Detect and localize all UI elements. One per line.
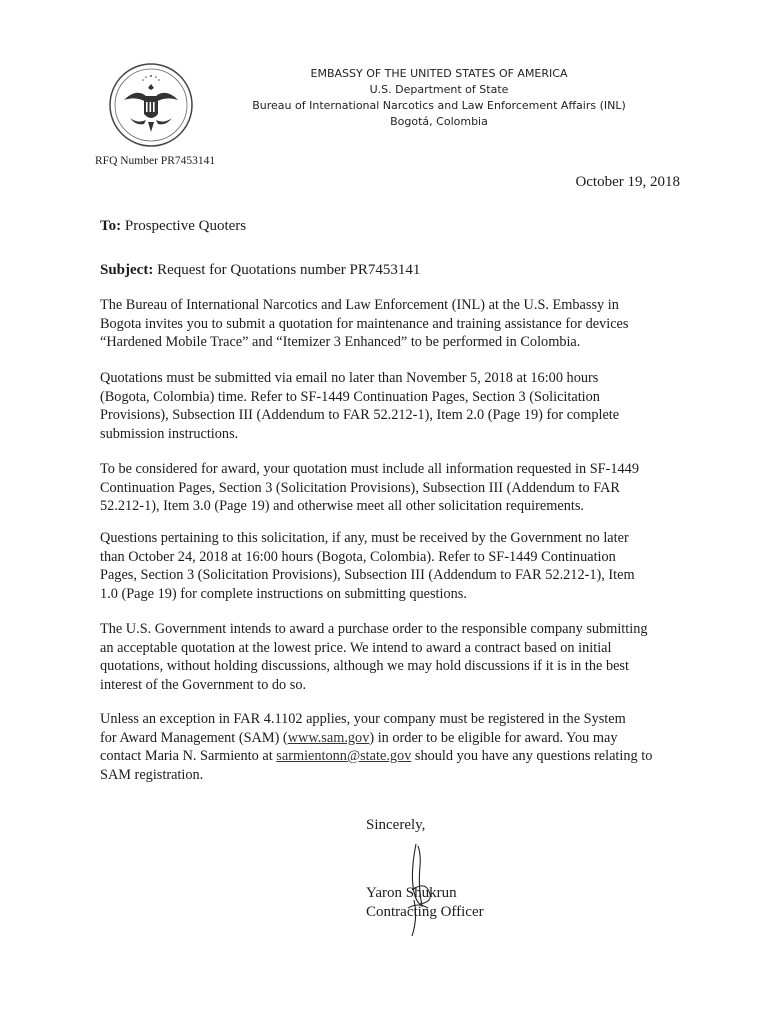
paragraph-questions: [100, 529, 690, 603]
paragraph-intro: [100, 296, 690, 352]
para5-line: quotations, without holding discussions, although we may hold discussions if it is in the best: [100, 658, 629, 674]
signer-block: [366, 884, 484, 922]
contact-email-link[interactable]: sarmientonn@state.gov: [276, 748, 412, 764]
para3-line: To be considered for award, your quotation must include all information requested in SF-1449: [100, 461, 639, 477]
letterhead: [250, 66, 628, 130]
para4-line: 1.0 (Page 19) for complete instructions on submitting questions.: [100, 585, 467, 602]
paragraph-award-intent: [100, 620, 690, 694]
para5-line: The U.S. Government intends to award a purchase order to the responsible company submitting: [100, 621, 648, 637]
paragraph-submission: [100, 369, 690, 443]
embassy-seal-logo: [108, 62, 194, 148]
paragraph-award-requirements: [100, 460, 690, 516]
to-value: Prospective Quoters: [124, 218, 247, 234]
para4-line: Pages, Section 3 (Solicitation Provisions), Subsection III (Addendum to FAR 52.212-1), Item: [100, 567, 635, 583]
subject-label: Subject:: [100, 262, 154, 278]
para5-line: interest of the Government to do so.: [100, 676, 307, 693]
para2-line: (Bogota, Colombia) time. Refer to SF-1449 Continuation Pages, Section 3 (Solicitation: [100, 388, 600, 405]
signer-title: Contracting Officer: [366, 904, 484, 920]
para2-line: submission instructions.: [100, 425, 239, 442]
para3-line: Continuation Pages, Section 3 (Solicitation Provisions), Subsection III (Addendum to FAR: [100, 479, 620, 496]
subject-line: [100, 262, 420, 279]
signer-name: Yaron Shukrun: [366, 885, 457, 901]
para1-line: “Hardened Mobile Trace” and “Itemizer 3 Enhanced” to be performed in Colombia.: [100, 334, 581, 350]
recipient-line: [100, 218, 246, 235]
letterhead-department: U.S. Department of State: [369, 83, 509, 96]
para5-line: an acceptable quotation at the lowest price. We intend to award a contract based on initial: [100, 639, 612, 656]
para6-text: ) in order to be eligible for award. You may: [369, 729, 618, 746]
para1-line: The Bureau of International Narcotics and Law Enforcement (INL) at the U.S. Embassy in: [100, 297, 619, 313]
paragraph-sam-registration: [100, 710, 690, 784]
para3-line: 52.212-1), Item 3.0 (Page 19) and otherwise meet all other solicitation requirements.: [100, 498, 584, 514]
para2-line: Quotations must be submitted via email no later than November 5, 2018 at 16:00 hours: [100, 370, 599, 386]
letterhead-bureau: Bureau of International Narcotics and Law Enforcement Affairs (INL): [252, 99, 626, 112]
to-label: To:: [100, 218, 122, 234]
letterhead-embassy: EMBASSY OF THE UNITED STATES OF AMERICA: [310, 67, 568, 80]
para4-line: than October 24, 2018 at 16:00 hours (Bogota, Colombia). Refer to SF-1449 Continuation: [100, 548, 616, 565]
para6-text: should you have any questions relating to: [411, 748, 653, 764]
para6-text: contact Maria N. Sarmiento at: [100, 748, 277, 764]
letterhead-location: Bogotá, Colombia: [390, 115, 488, 128]
sam-website-link[interactable]: www.sam.gov: [287, 729, 370, 746]
para6-line: SAM registration.: [100, 766, 204, 783]
para4-line: Questions pertaining to this solicitation, if any, must be received by the Government no later: [100, 530, 629, 546]
closing-salutation: Sincerely,: [366, 817, 426, 833]
para6-line: [100, 747, 690, 766]
para6-line: Unless an exception in FAR 4.1102 applies, your company must be registered in the System: [100, 711, 626, 727]
para2-line: Provisions), Subsection III (Addendum to FAR 52.212-1), Item 2.0 (Page 19) for complete: [100, 407, 620, 423]
subject-value: Request for Quotations number PR7453141: [157, 262, 421, 278]
rfq-number: RFQ Number PR7453141: [95, 155, 216, 167]
para6-text: for Award Management (SAM) (: [100, 729, 288, 746]
para6-line: [100, 729, 690, 748]
para1-line: Bogota invites you to submit a quotation for maintenance and training assistance for devices: [100, 315, 629, 332]
letter-date: October 19, 2018: [575, 174, 680, 190]
